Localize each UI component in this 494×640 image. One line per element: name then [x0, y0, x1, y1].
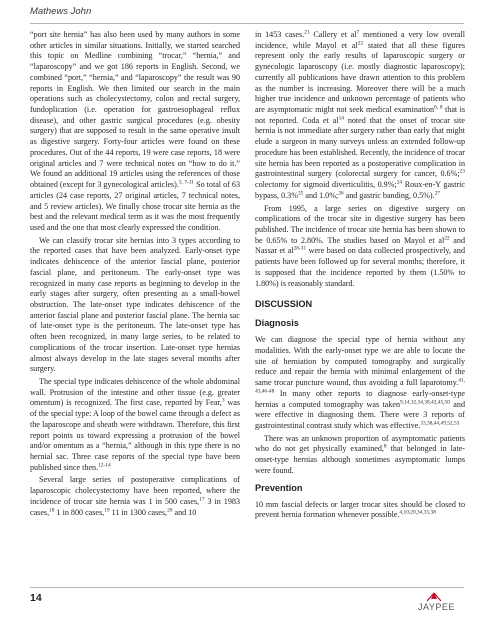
- footer-divider: [30, 587, 464, 588]
- body-paragraph: “port site hernia” has also been used by many authors in some other articles in similar situations. Initially, we started searched this topic on Medline combining “trocar,” “hernia,” and “laparoscopy” and we got 186 reports in English. Second, we combined “port,” “hernia,” and “laparoscopy” the result was 90 reports in English. We then limited our search in the main operations such as cholecystectomy, colon and rectal surgery, fundoplication (i.e. operation for gastroesophageal reflux disease), and other gastric surgical procedures (e.g. obesity surgery) that are supposed to result in the same operative insult as digestive surgery. Forty-four articles were found on these procedures. Out of the 44 reports, 19 were case reports, 18 were original articles and 7 were technical notes on “how to do it.” We found an additional 19 articles using the references of those obtained (except for 3 gynecological articles).$^{5, 7-11}$ So total of 63 articles (24 case reports, 27 original articles, 7 technical notes, and 5 review articles). We finally chose trocar site hernia as the best and the relevant medical term as it was the most frequently used and the one that most clearly expressed the condition.: [30, 30, 240, 232]
- page-number: 14: [30, 592, 42, 604]
- body-paragraph: We can classify trocar site hernias into 3 types according to the reported cases that have been analyzed. Early-onset type indicates dehiscence of the anterior fascial plane, posterior fascial plane, and peritoneum. The early-onset type was recognized in many case reports as beginning to develop in the early stages after surgery, often presenting as a small-bowel obstruction. The late-onset type indicates dehiscence of the anterior fascial plane and posterior fascial plane. The hernia sac of late-onset type is the peritoneum. The late-onset type has often been recognized, in many large series, to be related to complications of the trocar insertion. Late-onset type hernias almost always develop in the late stages several months after surgery.: [30, 235, 240, 374]
- body-paragraph: We can diagnose the special type of hernia without any modalities. With the early-onset type we are able to locate the site of herniation by computed tomography and surgically reduce and repair the hernia with minimal enlargement of the same trocar puncture wound, thus avoiding a full laparotomy.$^{41, 43,46-48}$ In many other reports to diagnose early-onset-type hernias a computed tomography was taken$^{9,14,32,34,38,42,45,50}$ and were effective in diagnosing them. There were 3 reports of gastrointestinal contrast study which was effective.$^{33,38,44,49,52,53}$: [255, 335, 465, 430]
- right-text-column: [255, 30, 465, 521]
- subsection-heading-diagnosis: Diagnosis: [255, 318, 299, 329]
- body-paragraph: 10 mm fascial defects or larger trocar sites should be closed to prevent hernia formation whenever possible.$^{4,10,20,34,35,38}$: [255, 499, 465, 520]
- subsection-heading-prevention: Prevention: [255, 482, 303, 493]
- body-paragraph: in 1453 cases.$^{21}$ Callery et $al^7$ mentioned a very low overall incidence, while Mayol et $al^{22}$ stated that all these figures represent only the early results of laparoscopic surgery or gynecologic laparoscopy (i.e. mostly diagnostic laparoscopy); currently all publications have drawn attention to this problem as the number is increasing. Moreover there will be a much higher true incidence and unknown percentage of patients who are asymptomatic might not seek medical examination$^{6, 8}$ that is not reported. Coda et $al^{14}$ noted that the onset of trocar site hernia is not immediate after surgery rather than early that might elude a surgeon in many surveys unless an extended follow-up procedure has been established. Recently, the incidence of trocar site hernia has been reported as a postoperative complication in gastrointestinal surgery (colorectal surgery for cancer, 0.6%;$^{23}$ colectomy for sigmoid diverticulitis, 0.9%;$^{24}$ Roux-en-Y gastric bypass, 0.3%$^{25}$ and 1.0%;$^{26}$ and gastric banding, 0.5%).$^{27}$: [255, 29, 466, 200]
- body-paragraph: The special type indicates dehiscence of the whole abdominal wall. Protrusion of the intestine and other tissue (e.g. greater omentum) is recognized. The first case, reported by Fear,$^3$ was of the special type: A loop of the bowel came through a defect as the laparoscope and sheath were withdrawn. Therefore, this first report points us toward expressing a protrusion of the bowel and/or omentum as a “hernia,” although in this type there is no hernial sac. Three case reports of the special type have been published since then.$^{12-14}$: [30, 377, 240, 472]
- logo-wordmark: JAYPEE: [418, 602, 455, 612]
- jaypee-logo: [404, 590, 466, 620]
- body-paragraph: There was an unknown proportion of asymptomatic patients who do not get physically examined,$^8$ that belonged in late-onset-type hernias although sometimes asymptomatic lumps were found.: [255, 433, 465, 475]
- body-paragraph: Several large series of postoperative complications of laparoscopic cholecystectomy have been reported, where the incidence of trocar site hernia was 1 in 500 cases,$^{17}$ 3 in 1983 cases,$^{18}$ 1 in 800 cases,$^{19}$ 11 in 1300 cases,$^{20}$ and 10: [30, 475, 240, 517]
- section-heading-discussion: DISCUSSION: [255, 299, 313, 310]
- left-text-column: [30, 30, 240, 518]
- body-paragraph: From 1995, a large series on digestive surgery on complications of the trocar site in digestive surgery has been published. The incidence of trocar site hernia has been shown to be 0.65% to 2.80%. The studies based on Mayol et $al^{22}$ and Nassar et $al^{28-31}$ were based on data collected prospectively, and patients have been followed up for several months; therefore, it is supposed that the incidence reported by them (1.50% to 1.80%) is reasonably standard.: [255, 203, 465, 288]
- header-divider: [30, 23, 464, 24]
- running-header-author: Mathews John: [30, 6, 92, 17]
